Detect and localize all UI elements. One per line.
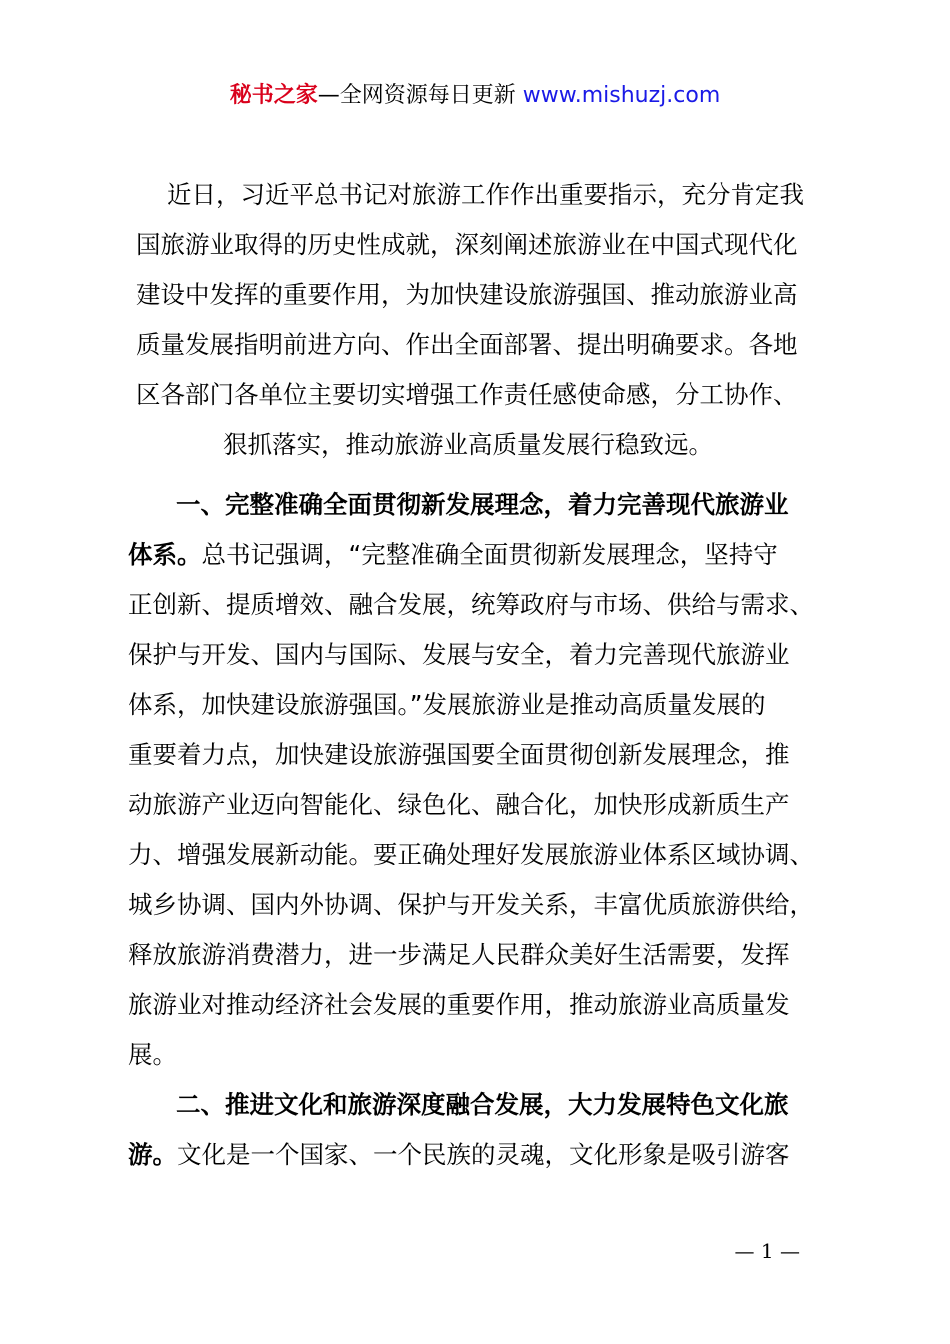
section-1-line: 动旅游产业迈向智能化、绿色化、融合化，加快形成新质生产 (128, 790, 790, 819)
page-footer (0, 1236, 950, 1266)
section-1-line: 力、增强发展新动能。要正确处理好发展旅游业体系区域协调、 (128, 840, 814, 869)
section-1-line: 正创新、提质增效、融合发展，统筹政府与市场、供给与需求、 (128, 590, 814, 619)
section-1-line: 体系，加快建设旅游强国。”发展旅游业是推动高质量发展的 (128, 690, 766, 719)
section-1-line: 旅游业对推动经济社会发展的重要作用，推动旅游业高质量发 (128, 990, 790, 1019)
intro-line: 近日，习近平总书记对旅游工作作出重要指示，充分肯定我 (167, 180, 804, 209)
document-header (0, 80, 950, 112)
section-2-heading-cont: 游。 (128, 1140, 177, 1169)
section-1-line-1 (128, 530, 778, 580)
intro-line: 国旅游业取得的历史性成就，深刻阐述旅游业在中国式现代化 (136, 230, 798, 259)
section-1-line: 保护与开发、国内与国际、发展与安全，着力完善现代旅游业 (128, 640, 790, 669)
section-1-line: 展。 (128, 1040, 177, 1069)
section-1-line: 重要着力点，加快建设旅游强国要全面贯彻创新发展理念，推 (128, 740, 790, 769)
brand-name: 秘书之家 (229, 83, 318, 108)
header-url[interactable]: www.mishuzj.com (522, 83, 721, 108)
header-tagline: —全网资源每日更新 (317, 83, 516, 108)
section-2-heading: 二、推进文化和旅游深度融合发展，大力发展特色文化旅 (176, 1090, 789, 1119)
page-number: — 1 — (734, 1239, 800, 1263)
section-1-line: 城乡协调、国内外协调、保护与开发关系，丰富优质旅游供给， (128, 890, 814, 919)
section-1-heading: 一、完整准确全面贯彻新发展理念，着力完善现代旅游业 (176, 490, 789, 519)
intro-line: 建设中发挥的重要作用，为加快建设旅游强国、推动旅游业高 (136, 280, 798, 309)
intro-line: 质量发展指明前进方向、作出全面部署、提出明确要求。各地 (136, 330, 798, 359)
section-1-heading-cont: 体系。 (128, 540, 202, 569)
section-2-line-1 (128, 1130, 790, 1180)
intro-line: 狠抓落实，推动旅游业高质量发展行稳致远。 (223, 430, 713, 459)
intro-line: 区各部门各单位主要切实增强工作责任感使命感，分工协作、 (136, 380, 798, 409)
section-2-text: 文化是一个国家、一个民族的灵魂，文化形象是吸引游客 (177, 1140, 790, 1169)
section-1-line: 释放旅游消费潜力，进一步满足人民群众美好生活需要，发挥 (128, 940, 790, 969)
section-1-text: 总书记强调，“完整准确全面贯彻新发展理念，坚持守 (201, 540, 778, 569)
